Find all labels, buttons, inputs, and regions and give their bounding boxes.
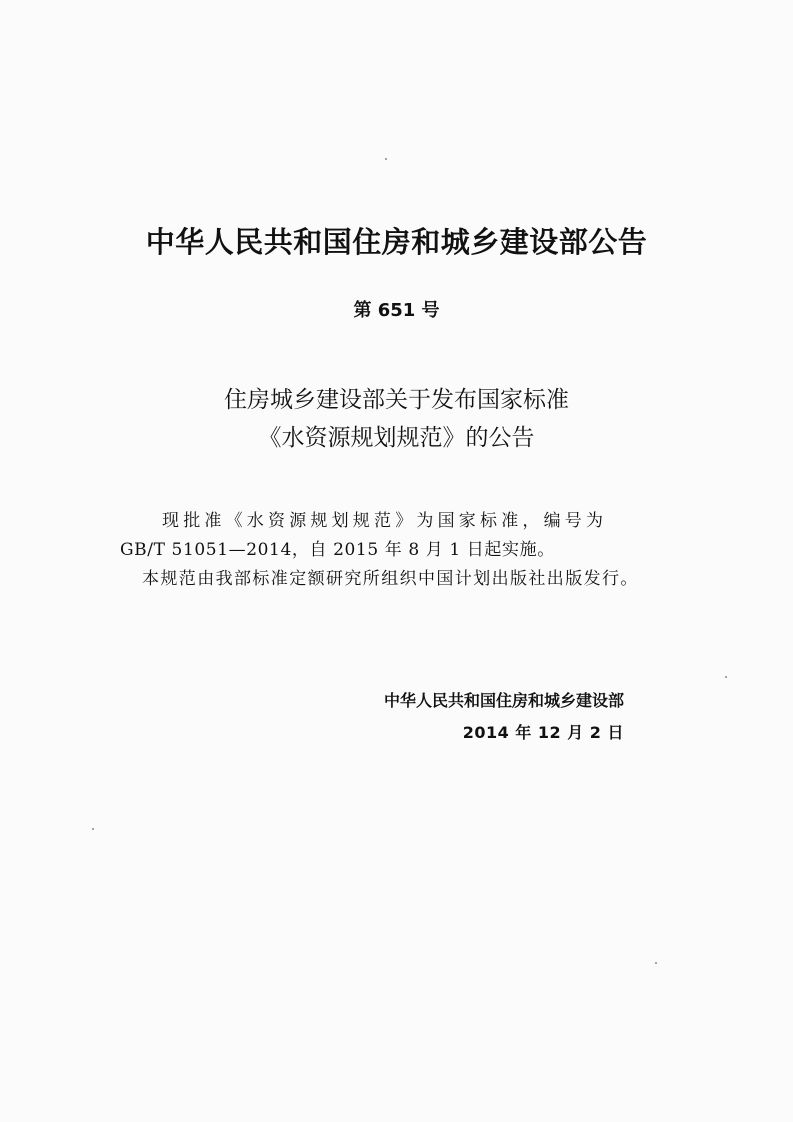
body-paragraph-1-line2: GB/T 51051—2014，自 2015 年 8 月 1 日起实施。 — [120, 540, 555, 560]
scan-speck — [725, 676, 727, 678]
announcement-subtitle-line2: 《水资源规划规范》的公告 — [258, 425, 535, 451]
scan-speck — [385, 158, 387, 160]
body-paragraph-2: 本规范由我部标准定额研究所组织中国计划出版社出版发行。 — [142, 569, 639, 589]
signatory-organization: 中华人民共和国住房和城乡建设部 — [383, 691, 624, 710]
scan-speck — [655, 962, 657, 964]
signature-date: 2014 年 12 月 2 日 — [462, 723, 624, 742]
announcement-subtitle-line1: 住房城乡建设部关于发布国家标准 — [224, 387, 569, 413]
announcement-title: 中华人民共和国住房和城乡建设部公告 — [145, 225, 648, 259]
scan-speck — [92, 828, 94, 830]
body-paragraph-1 — [120, 507, 668, 565]
body-paragraph-1-line1: 现批准《水资源规划规范》为国家标准，编号为 — [162, 511, 608, 531]
announcement-number: 第 651 号 — [353, 300, 440, 321]
